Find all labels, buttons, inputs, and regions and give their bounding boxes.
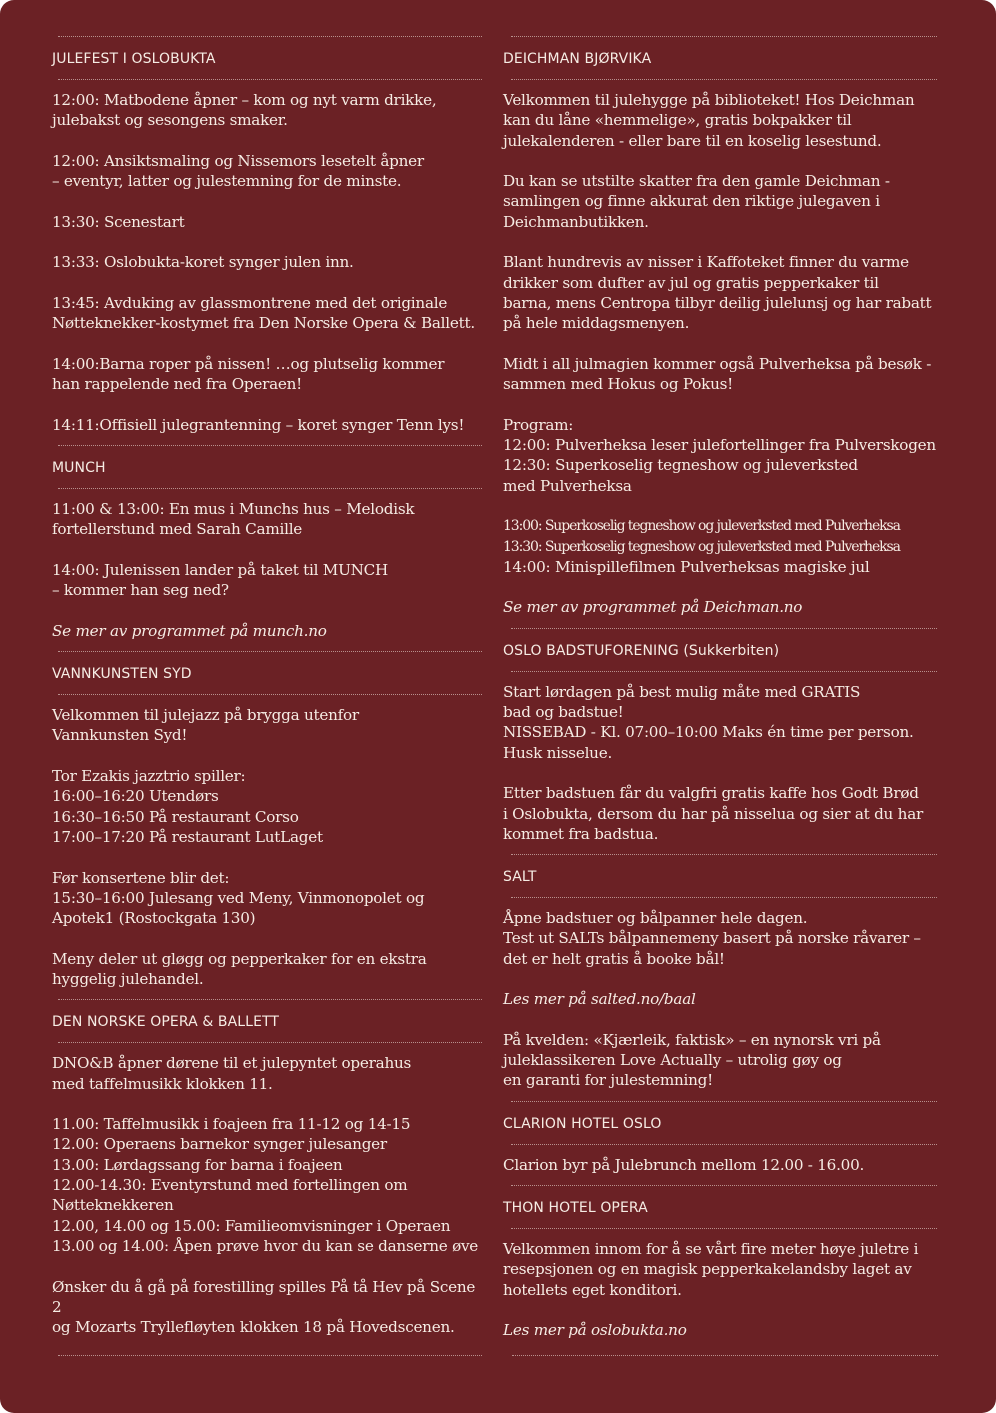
- text-line: Se mer av programmet på munch.no: [52, 621, 327, 640]
- text-line: 12:00: Pulverheksa leser julefortellinger fra Pulverskogen: [503, 436, 936, 455]
- text-line: NISSEBAD - Kl. 07:00–10:00 Maks én time per person.: [503, 723, 914, 742]
- text-line: 17:00–17:20 På restaurant LutLaget: [52, 827, 323, 846]
- section-title-salt: SALT: [503, 869, 537, 886]
- text-line: 13:45: Avduking av glassmontrene med det originale: [52, 293, 448, 312]
- paragraph: [52, 415, 484, 435]
- section-body: [52, 1043, 484, 1347]
- text-line: Les mer på oslobukta.no: [503, 1321, 687, 1340]
- section-title-clarion-hotel-oslo: CLARION HOTEL OSLO: [503, 1115, 662, 1132]
- text-line: 12:00: Matbodene åpner – kom og nyt varm drikke,: [52, 91, 437, 109]
- text-line: Før konsertene blir det:: [52, 868, 230, 887]
- paragraph: [52, 705, 484, 746]
- text-line: fortellerstund med Sarah Camille: [52, 520, 303, 539]
- text-line: 12.00, 14.00 og 15.00: Familieomvisninger i Operaen: [52, 1216, 451, 1235]
- divider: [58, 1355, 482, 1356]
- text-line: sammen med Hokus og Pokus!: [503, 375, 734, 394]
- text-line: bad og badstue!: [503, 703, 624, 722]
- text-line: 12:00: Ansiktsmaling og Nissemors lesetelt åpner: [52, 151, 424, 170]
- paragraph: [52, 560, 484, 601]
- paragraph: [52, 949, 484, 990]
- paragraph: [503, 516, 943, 557]
- info-link-text: [503, 989, 943, 1009]
- text-line: 12.00: Operaens barnekor synger julesanger: [52, 1135, 387, 1154]
- paragraph: [503, 1030, 943, 1091]
- text-line: Tor Ezakis jazztrio spiller:: [52, 767, 246, 786]
- text-line: Velkommen til julejazz på brygga utenfor: [52, 706, 359, 725]
- paragraph: [52, 1053, 484, 1094]
- divider: [58, 445, 482, 446]
- text-line: 14:11:Offisiell julegrantenning – koret synger Tenn lys!: [52, 415, 465, 434]
- text-line: kan du låne «hemmelige», gratis bokpakker til: [503, 111, 852, 130]
- text-line: 14:00:Barna roper på nissen! …og plutselig kommer: [52, 354, 445, 373]
- section-body: [52, 489, 484, 651]
- section-body: [503, 80, 943, 628]
- text-line: Nøtteknekkeren: [52, 1196, 174, 1215]
- text-line: Meny deler ut gløgg og pepperkaker for en ekstra: [52, 949, 427, 968]
- text-line: barna, mens Centropa tilbyr deilig julelunsj og har rabatt: [503, 293, 932, 312]
- text-line: resepsjonen og en magisk pepperkakelandsby laget av: [503, 1260, 912, 1279]
- text-line: Se mer av programmet på Deichman.no: [503, 598, 803, 617]
- section-body: [52, 80, 484, 445]
- section-body: [503, 1229, 943, 1350]
- text-line: 13.00: Lørdagssang for barna i foajeen: [52, 1155, 343, 1174]
- text-line: 12:30: Superkoselig tegneshow og juleverksted: [503, 456, 858, 475]
- text-line: På kvelden: «Kjærleik, faktisk» – en nynorsk vri på: [503, 1030, 881, 1049]
- text-line: Test ut SALTs bålpannemeny basert på norske råvarer –: [503, 929, 921, 948]
- text-line: 13:33: Oslobukta-koret synger julen inn.: [52, 253, 354, 272]
- divider: [511, 36, 937, 37]
- paragraph: [52, 354, 484, 395]
- text-line: 11:00 & 13:00: En mus i Munchs hus – Melodisk: [52, 500, 415, 519]
- text-line: 16:30–16:50 På restaurant Corso: [52, 807, 299, 826]
- text-line: 13:00: Superkoselig tegneshow og juleverksted med Pulverheksa: [503, 518, 900, 535]
- text-line: drikker som dufter av jul og gratis pepperkaker til: [503, 273, 879, 292]
- divider: [511, 1101, 937, 1102]
- text-line: 14:00: Minispillefilmen Pulverheksas magiske jul: [503, 557, 870, 576]
- left-column: [52, 36, 484, 1347]
- paragraph: [503, 171, 943, 232]
- paragraph: [503, 90, 943, 151]
- divider: [511, 854, 937, 855]
- paragraph: [52, 499, 484, 540]
- text-line: julebakst og sesongens smaker.: [52, 111, 288, 130]
- right-column: [503, 36, 943, 1351]
- info-link-text: [503, 597, 943, 617]
- paragraph: [52, 1114, 484, 1256]
- text-line: samlingen og finne akkurat den riktige julegaven i: [503, 192, 880, 211]
- section-title-oslo-badstuforening-sukkerbiten: OSLO BADSTUFORENING (Sukkerbiten): [503, 642, 780, 659]
- text-line: hotellets eget konditori.: [503, 1280, 682, 1299]
- divider: [511, 1185, 937, 1186]
- text-line: Deichmanbutikken.: [503, 212, 649, 231]
- text-line: i Oslobukta, dersom du har på nisselua og sier at du har: [503, 804, 924, 823]
- section-title-munch: MUNCH: [52, 460, 106, 477]
- text-line: 11.00: Taffelmusikk i foajeen fra 11-12 og 14-15: [52, 1115, 411, 1134]
- text-line: 16:00–16:20 Utendørs: [52, 787, 219, 806]
- text-line: Du kan se utstilte skatter fra den gamle Deichman -: [503, 172, 890, 191]
- info-link-text: [503, 1320, 943, 1340]
- text-line: Nøtteknekker-kostymet fra Den Norske Opera & Ballett.: [52, 314, 475, 333]
- paragraph: [503, 252, 943, 333]
- text-line: med taffelmusikk klokken 11.: [52, 1074, 273, 1093]
- text-line: Apotek1 (Rostockgata 130): [52, 909, 256, 928]
- section-title-den-norske-opera-ballett: DEN NORSKE OPERA & BALLETT: [52, 1014, 280, 1031]
- paragraph: [503, 354, 943, 395]
- text-line: 13:30: Scenestart: [52, 212, 185, 231]
- paragraph: [503, 1239, 943, 1300]
- text-line: Velkommen til julehygge på biblioteket! Hos Deichman: [503, 91, 915, 109]
- text-line: DNO&B åpner dørene til et julepyntet operahus: [52, 1054, 412, 1073]
- info-link-text: [52, 621, 484, 641]
- section-body: [503, 672, 943, 854]
- paragraph: [52, 1277, 484, 1338]
- text-line: – eventyr, latter og julestemning for de minste.: [52, 172, 402, 191]
- divider: [511, 628, 937, 629]
- text-line: juleklassikeren Love Actually – utrolig gøy og: [503, 1051, 842, 1070]
- divider: [58, 651, 482, 652]
- text-line: det er helt gratis å booke bål!: [503, 949, 725, 968]
- paragraph: [503, 1155, 943, 1175]
- text-line: 14:00: Julenissen lander på taket til MUNCH: [52, 560, 389, 579]
- text-line: kommet fra badstua.: [503, 824, 659, 843]
- text-line: Les mer på salted.no/baal: [503, 990, 696, 1009]
- divider: [512, 1355, 938, 1356]
- paragraph: [52, 212, 484, 232]
- text-line: 13.00 og 14.00: Åpen prøve hvor du kan se danserne øve: [52, 1236, 479, 1255]
- paragraph: [52, 151, 484, 192]
- paragraph: [503, 682, 943, 763]
- text-line: Midt i all julmagien kommer også Pulverheksa på besøk -: [503, 354, 932, 373]
- text-line: Program:: [503, 415, 574, 434]
- text-line: Velkommen innom for å se vårt fire meter høye juletre i: [503, 1240, 919, 1259]
- section-title-vannkunsten-syd: VANNKUNSTEN SYD: [52, 666, 192, 683]
- paragraph: [503, 783, 943, 844]
- section-title-thon-hotel-opera: THON HOTEL OPERA: [503, 1200, 648, 1217]
- divider: [58, 36, 482, 37]
- text-line: Clarion byr på Julebrunch mellom 12.00 - 16.00.: [503, 1155, 865, 1174]
- paragraph: [503, 557, 943, 577]
- paragraph: [52, 293, 484, 334]
- section-title-deichman-bj-rvika: DEICHMAN BJØRVIKA: [503, 51, 652, 67]
- text-line: på hele middagsmenyen.: [503, 314, 690, 333]
- text-line: 12.00-14.30: Eventyrstund med fortellingen om: [52, 1176, 408, 1195]
- section-body: [52, 695, 484, 999]
- text-line: han rappelende ned fra Operaen!: [52, 375, 303, 394]
- divider: [58, 999, 482, 1000]
- paragraph: [52, 766, 484, 847]
- text-line: Ønsker du å gå på forestilling spilles På tå Hev på Scene 2: [52, 1277, 476, 1316]
- text-line: Etter badstuen får du valgfri gratis kaffe hos Godt Brød: [503, 784, 919, 803]
- text-line: Vannkunsten Syd!: [52, 726, 188, 745]
- text-line: hyggelig julehandel.: [52, 969, 204, 988]
- text-line: Husk nisselue.: [503, 743, 613, 762]
- text-line: og Mozarts Tryllefløyten klokken 18 på Hovedscenen.: [52, 1318, 455, 1337]
- paragraph: [52, 868, 484, 929]
- paragraph: [503, 415, 943, 496]
- section-title-julefest-i-oslobukta: JULEFEST I OSLOBUKTA: [52, 51, 216, 67]
- text-line: – kommer han seg ned?: [52, 581, 229, 600]
- text-line: en garanti for julestemning!: [503, 1071, 713, 1090]
- text-line: Blant hundrevis av nisser i Kaffoteket finner du varme: [503, 253, 909, 272]
- text-line: med Pulverheksa: [503, 476, 632, 495]
- text-line: 15:30–16:00 Julesang ved Meny, Vinmonopolet og: [52, 888, 425, 907]
- text-line: julekalenderen - eller bare til en koselig lesestund.: [503, 131, 882, 150]
- text-line: Åpne badstuer og bålpanner hele dagen.: [503, 909, 808, 928]
- paragraph: [52, 252, 484, 272]
- text-line: Start lørdagen på best mulig måte med GRATIS: [503, 682, 861, 701]
- paragraph: [503, 908, 943, 969]
- text-line: 13:30: Superkoselig tegneshow og juleverksted med Pulverheksa: [503, 538, 900, 555]
- section-body: [503, 898, 943, 1101]
- section-body: [503, 1145, 943, 1185]
- paragraph: [52, 90, 484, 131]
